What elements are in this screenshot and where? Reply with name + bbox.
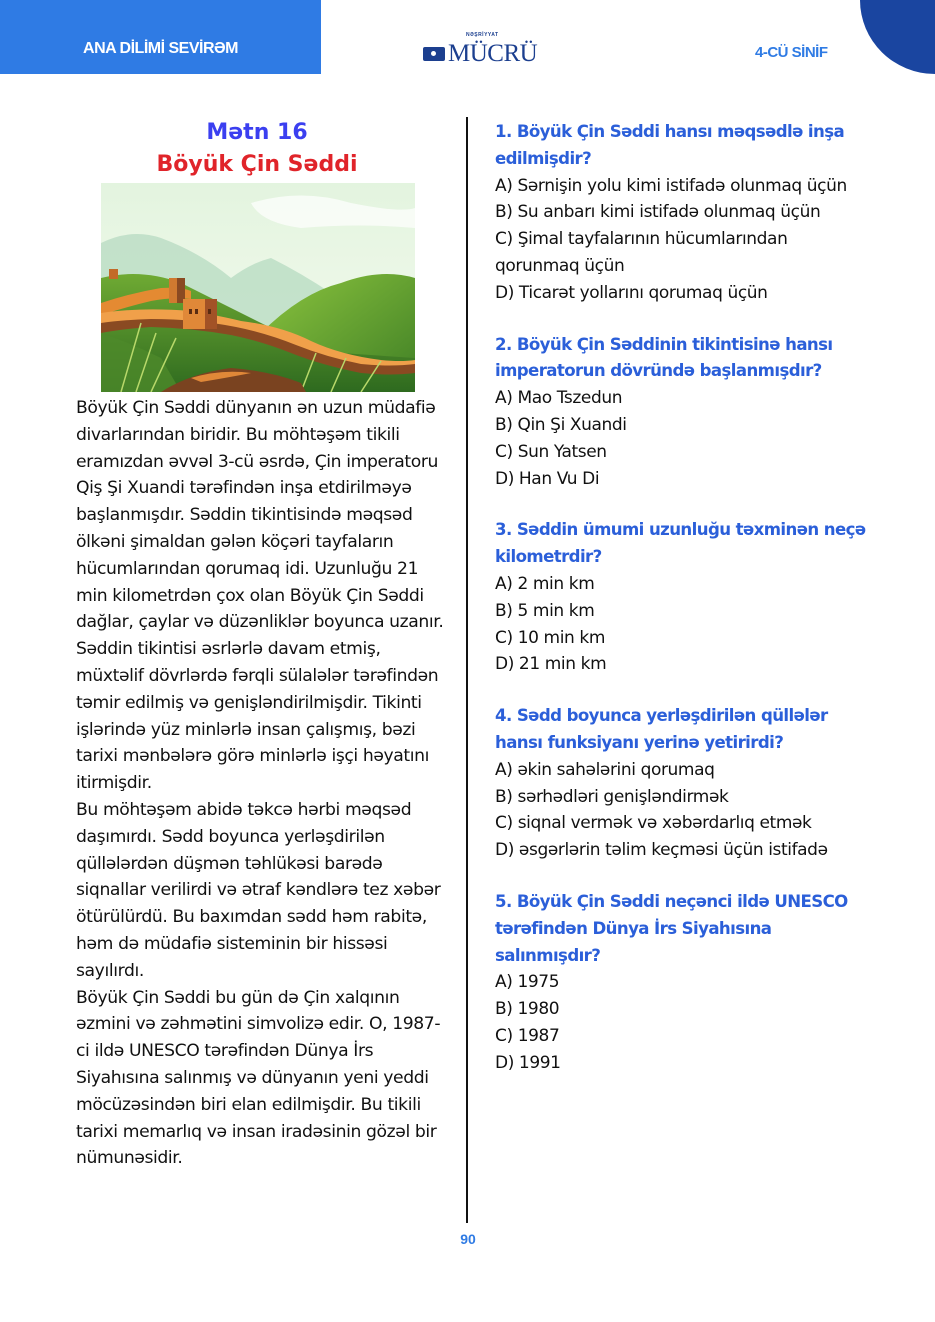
question-text: 3. Səddin ümumi uzunluğu təxminən neçə kilometrdir? [495,520,866,567]
answer-option[interactable]: B) Su anbarı kimi istifadə olunmaq üçün [495,202,821,223]
paragraph-2: Bu möhtəşəm abidə təkcə hərbi məqsəd daşımırdı. Sədd boyunca yerləşdirilən qüllələrdən düşmən təhlükəsi barədə siqnallar verilirdi və ətraf kəndlərə tez xəbər ötürülürdü. Bu baxımdan sədd həm rabitə, həm də müdafiə sisteminin bir hissəsi sayılırdı. [76,799,441,981]
answer-option[interactable]: C) 1987 [495,1025,560,1046]
question-text: 1. Böyük Çin Səddi hansı məqsədlə inşa edilmişdir? [495,122,845,168]
tower-window [195,309,198,314]
answer-option[interactable]: A) Sərnişin yolu kimi istifadə olunmaq üçün [495,175,847,196]
answer-option[interactable]: C) siqnal vermək və xəbərdarlıq etmək [495,813,812,834]
great-wall-illustration [101,183,415,392]
question-text: 2. Böyük Çin Səddinin tikintisinə hansı imperatorun dövründə başlanmışdır? [495,334,833,381]
question-5 [495,889,875,1077]
answer-option[interactable]: A) Mao Tszedun [495,388,623,409]
tower-window [189,309,192,314]
corner-decoration [860,0,935,74]
answer-option[interactable]: A) 2 min km [495,573,595,594]
answer-option[interactable]: D) Han Vu Di [495,468,600,489]
answer-option[interactable]: B) Qin Şi Xuandi [495,414,627,435]
answer-option[interactable]: C) Sun Yatsen [495,441,607,462]
tower-window [208,309,211,314]
question-2 [495,332,875,493]
answer-option[interactable]: D) əsgərlərin təlim keçməsi üçün istifadə [495,840,828,861]
answer-option[interactable]: C) 10 min km [495,627,606,648]
paragraph-1: Böyük Çin Səddi dünyanın ən uzun müdafiə divarlarından biridir. Bu möhtəşəm tikili eramızdan əvvəl 3-cü əsrdə, Çin imperatoru Qiş Şi Xuandi tərəfindən inşa etdirilməyə başlanmışdır. Səddin tikintisində məqsəd ölkəni şimaldan gələn köçəri tayfaların hücumlarından qorumaq idi. Uzunluğu 21 min kilometrdən çox olan Böyük Çin Səddi dağlar, çaylar və düzənliklər boyunca uzanır. Səddin tikintisi əsrlərlə davam etmiş, müxtəlif dövrlərdə fərqli sülalələr tərəfindən təmir edilmiş və genişləndirilmişdir. Tikinti işlərində yüz minlərlə insan çalışmış, bəzi tarixi mənbələrə görə minlərlə işçi həyatını itirmişdir. [76,398,444,794]
logo-text: MÜCRÜ [448,40,538,67]
grade-label: 4-CÜ SİNİF [755,44,828,61]
reading-header [76,118,438,182]
answer-option[interactable]: A) 1975 [495,972,560,993]
tower-far [109,269,118,279]
question-1 [495,119,875,307]
question-3 [495,517,875,678]
publisher-logo [423,32,537,66]
text-number-title: Mətn 16 [206,120,308,145]
questions-section [495,119,875,1102]
reading-body [76,395,451,1172]
answer-option[interactable]: B) 5 min km [495,600,595,621]
answer-option[interactable]: D) 21 min km [495,654,607,675]
answer-option[interactable]: C) Şimal tayfalarının hücumlarından qorunmaq üçün [495,229,788,276]
logo-subtext: NƏŞRİYYAT [466,32,499,38]
logo-text-wrap [448,32,538,67]
answer-option[interactable]: D) Ticarət yollarını qorumaq üçün [495,282,768,303]
answer-option[interactable]: B) 1980 [495,999,560,1020]
paragraph-3: Böyük Çin Səddi bu gün də Çin xalqının əzmini və zəhmətini simvolizə edir. O, 1987-ci ildə UNESCO tərəfindən Dünya İrs Siyahısına salınmış və dünyanın yeni yeddi möcüzəsindən biri elan edilmişdir. Bu tikili tarixi memarlıq və insan iradəsinin gözəl bir nümunəsidir. [76,987,441,1169]
question-4 [495,703,875,864]
header-band [0,0,321,74]
text-title: Böyük Çin Səddi [156,152,358,177]
question-text: 5. Böyük Çin Səddi neçənci ildə UNESCO tərəfindən Dünya İrs Siyahısına salınmışdır? [495,891,848,965]
answer-option[interactable]: A) əkin sahələrini qorumaq [495,759,715,780]
logo-box-icon [423,47,445,61]
page-number: 90 [460,1231,476,1247]
column-divider [466,117,468,1223]
book-title: ANA DİLİMİ SEVİRƏM [83,40,238,57]
question-text: 4. Sədd boyunca yerləşdirilən qüllələr hansı funksiyanı yerinə yetirirdi? [495,706,828,752]
answer-option[interactable]: B) sərhədləri genişləndirmək [495,786,729,807]
answer-option[interactable]: D) 1991 [495,1052,561,1073]
